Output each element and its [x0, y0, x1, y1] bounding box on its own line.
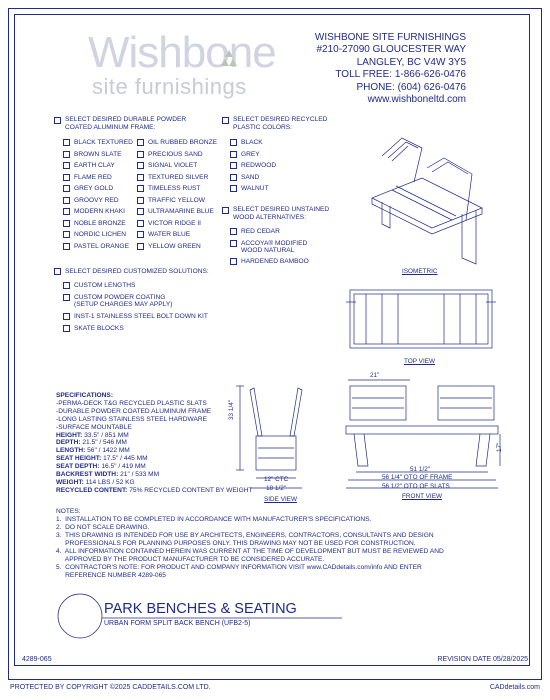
- checkbox[interactable]: [63, 313, 70, 320]
- option-label: GREY: [241, 150, 260, 158]
- checkbox[interactable]: [137, 220, 144, 227]
- note-line: REFERENCE NUMBER 4289-065: [56, 572, 166, 579]
- option-label: EARTH CLAY: [74, 162, 115, 169]
- checkbox[interactable]: [63, 231, 70, 238]
- option-label: TEXTURED SILVER: [148, 173, 209, 181]
- option-label: PASTEL ORANGE: [74, 242, 129, 250]
- top-view-drawing: [346, 286, 496, 356]
- accoya-line-2: WOOD NATURAL: [241, 247, 295, 254]
- wood-section: [222, 206, 329, 222]
- color-option[interactable]: [137, 172, 217, 184]
- company-address-2: LANGLEY, BC V4W 3Y5: [356, 56, 466, 68]
- color-option[interactable]: [63, 149, 133, 161]
- spec-line: -PERMA-DECK T&G RECYCLED PLASTIC SLATS: [56, 399, 207, 407]
- checkbox[interactable]: [63, 282, 70, 289]
- custom-option[interactable]: CUSTOM POWDER COATING: [63, 292, 208, 304]
- spec-length: LENGTH: 56" / 1422 MM: [56, 447, 130, 455]
- powder-checkbox[interactable]: [54, 117, 61, 124]
- custom-title-row[interactable]: [54, 266, 209, 278]
- checkbox[interactable]: [63, 243, 70, 250]
- color-option[interactable]: [230, 160, 276, 172]
- front-view-label: FRONT VIEW: [402, 493, 443, 500]
- spec-line: -LONG LASTING STAINLESS STEEL HARDWARE: [56, 415, 208, 423]
- recycled-checkbox[interactable]: [222, 117, 229, 124]
- checkbox[interactable]: [137, 185, 144, 192]
- custom-option[interactable]: INST-1 STAINLESS STEEL BOLT DOWN KIT: [63, 311, 208, 323]
- page-title: PARK BENCHES & SEATING: [104, 601, 297, 617]
- note-line: 2. DO NOT SCALE DRAWING.: [56, 524, 150, 531]
- option-label: GROOVY RED: [74, 196, 119, 204]
- wood-option[interactable]: RED CEDAR: [230, 226, 309, 238]
- logo-tagline: site furnishings: [92, 74, 247, 99]
- note-line: 1. INSTALLATION TO BE COMPLETED IN ACCORDANCE WITH MANUFACTURER'S SPECIFICATIONS.: [56, 516, 372, 523]
- recycled-title: SELECT DESIRED RECYCLED: [233, 116, 328, 123]
- coating-note: (SETUP CHARGES MAY APPLY): [74, 301, 173, 308]
- custom-option[interactable]: CUSTOM LENGTHS: [63, 280, 208, 292]
- spec-weight: WEIGHT: 114 LBS / 52 KG: [56, 478, 135, 486]
- checkbox[interactable]: [63, 294, 70, 301]
- powder-title-2: COATED ALUMINUM FRAME:: [65, 124, 156, 131]
- page-subtitle: URBAN FORM SPLIT BACK BENCH (UFB2-5): [104, 620, 251, 627]
- option-label: NORDIC LICHEN: [74, 231, 127, 238]
- isometric-view: [352, 128, 507, 266]
- site-link[interactable]: CADdetails.com: [489, 684, 540, 691]
- color-option[interactable]: [137, 183, 217, 195]
- spec-seat-height: SEAT HEIGHT: 17.5" / 445 MM: [56, 455, 148, 463]
- color-option[interactable]: [137, 160, 217, 172]
- checkbox[interactable]: [63, 220, 70, 227]
- color-option[interactable]: [63, 183, 133, 195]
- side-view-label: SIDE VIEW: [264, 496, 298, 503]
- spec-line: -DURABLE POWDER COATED ALUMINUM FRAME: [56, 407, 212, 415]
- width-dim-2: 56 1/4" OTO OF FRAME: [382, 474, 453, 481]
- wood-checkbox[interactable]: [222, 207, 229, 214]
- checkbox[interactable]: [137, 208, 144, 215]
- notes: [56, 508, 506, 580]
- color-option[interactable]: [230, 137, 276, 149]
- checkbox[interactable]: [137, 139, 144, 146]
- checkbox[interactable]: [137, 197, 144, 204]
- checkbox[interactable]: [63, 139, 70, 146]
- note-line: 5. CONTRACTOR'S NOTE: FOR PRODUCT AND COMPANY INFORMATION VISIT www.CADdetails.com/info AND ENTER: [56, 564, 422, 571]
- company-address-1: #210-27090 GLOUCESTER WAY: [316, 44, 466, 56]
- company-info: [266, 32, 466, 106]
- width-dim-1: 51 1/2": [410, 466, 431, 473]
- recycled-title-2: PLASTIC COLORS:: [233, 124, 292, 131]
- color-option[interactable]: [63, 218, 133, 230]
- width-top-dim: 21": [370, 372, 380, 379]
- checkbox[interactable]: [137, 231, 144, 238]
- checkbox[interactable]: [63, 151, 70, 158]
- logo-wordmark: Wishbone: [88, 28, 276, 77]
- checkbox[interactable]: [137, 174, 144, 181]
- checkbox[interactable]: [230, 240, 237, 247]
- option-label: OIL RUBBED BRONZE: [148, 139, 218, 146]
- color-option[interactable]: [63, 137, 133, 149]
- option-label: REDWOOD: [241, 162, 277, 169]
- checkbox[interactable]: [137, 151, 144, 158]
- reference-number: 4289-065: [22, 656, 52, 663]
- color-option[interactable]: [137, 241, 217, 253]
- custom-title: SELECT DESIRED CUSTOMIZED SOLUTIONS:: [65, 268, 209, 275]
- option-label: MODERN KHAKI: [74, 208, 125, 215]
- powder-section: [54, 116, 186, 132]
- checkbox[interactable]: [63, 197, 70, 204]
- powder-colors-col2: [137, 137, 217, 252]
- copyright: PROTECTED BY COPYRIGHT ©2025 CADDETAILS.COM LTD.: [10, 684, 211, 691]
- height-dim: 33 1/4": [228, 399, 235, 420]
- note-line: PROFESSIONALS FOR PLANNING PURPOSES ONLY. THIS DRAWING MAY NOT BE USED FOR CONSTRUCTION.: [56, 540, 416, 547]
- color-option[interactable]: [230, 183, 276, 195]
- wood-title-2: WOOD ALTERNATIVES:: [233, 214, 307, 221]
- spec-backrest: BACKREST WIDTH: 21" / 533 MM: [56, 471, 160, 479]
- color-option[interactable]: [137, 137, 217, 149]
- custom-checkbox[interactable]: [54, 268, 61, 275]
- option-label: WATER BLUE: [148, 231, 191, 238]
- option-label: WALNUT: [241, 185, 269, 192]
- revision-date: REVISION DATE 05/28/2025: [437, 656, 528, 663]
- powder-title: SELECT DESIRED DURABLE POWDER: [65, 116, 187, 123]
- option-label: BLACK TEXTURED: [74, 139, 133, 146]
- company-tollfree: TOLL FREE: 1-866-626-0476: [335, 69, 466, 81]
- checkbox[interactable]: [230, 151, 237, 158]
- company-name: WISHBONE SITE FURNISHINGS: [314, 32, 466, 43]
- depth-dim: 18 1/2": [266, 485, 287, 492]
- color-option[interactable]: [230, 172, 276, 184]
- notes-heading: NOTES:: [56, 508, 81, 515]
- color-option[interactable]: [137, 195, 217, 207]
- wood-options: [230, 226, 309, 268]
- checkbox[interactable]: [230, 258, 237, 265]
- checkbox[interactable]: [230, 162, 237, 169]
- option-label: PRECIOUS SAND: [148, 150, 203, 158]
- checkbox[interactable]: [63, 162, 70, 169]
- wood-option[interactable]: ACCOYA® MODIFIED: [230, 238, 309, 250]
- company-phone: PHONE: (604) 626-0476: [356, 81, 466, 93]
- option-label: TIMELESS RUST: [148, 185, 201, 192]
- option-label: FLAME RED: [74, 173, 112, 181]
- option-label: BLACK: [241, 139, 263, 146]
- option-label: VICTOR RIDGE II: [148, 219, 202, 227]
- top-view-label: TOP VIEW: [404, 358, 436, 365]
- width-dim-3: 56 1/2" OTO OF SLATS: [382, 483, 450, 490]
- option-label: NOBLE BRONZE: [74, 219, 126, 227]
- isometric-label: ISOMETRIC: [402, 268, 438, 275]
- spec-line: -SURFACE MOUNTABLE: [56, 423, 132, 431]
- spec-height: HEIGHT: 33.5" / 851 MM: [56, 431, 129, 439]
- spec-recycled: RECYCLED CONTENT: 75% RECYCLED CONTENT BY WEIGHT: [56, 486, 253, 494]
- option-label: ULTRAMARINE BLUE: [148, 208, 214, 215]
- recycle-icon: [218, 48, 240, 70]
- color-option[interactable]: [137, 229, 217, 241]
- note-line: 3. THIS DRAWING IS INTENDED FOR USE BY ARCHITECTS, ENGINEERS, CONTRACTORS, CONSULTANTS AND DESIGN: [56, 532, 434, 539]
- checkbox[interactable]: [230, 185, 237, 192]
- color-option[interactable]: [137, 149, 217, 161]
- option-label: GREY GOLD: [74, 185, 114, 192]
- custom-option[interactable]: SKATE BLOCKS: [63, 323, 208, 335]
- recycled-section: [222, 116, 327, 132]
- checkbox[interactable]: [137, 162, 144, 169]
- color-option[interactable]: [63, 229, 133, 241]
- checkbox[interactable]: [63, 185, 70, 192]
- color-option[interactable]: [137, 206, 217, 218]
- option-label: SAND: [241, 173, 260, 181]
- color-option[interactable]: [63, 206, 133, 218]
- company-website[interactable]: www.wishboneltd.com: [367, 94, 466, 106]
- color-option[interactable]: [230, 149, 276, 161]
- option-label: YELLOW GREEN: [148, 242, 201, 250]
- wood-option[interactable]: HARDENED BAMBOO: [230, 256, 309, 268]
- powder-colors-col1: [63, 137, 133, 252]
- note-line: APPROVED BY THE PRODUCT MANUFACTURER TO BE CONSIDERED ACCURATE.: [56, 556, 325, 563]
- specs-heading: SPECIFICATIONS:: [56, 392, 114, 399]
- custom-options: [63, 280, 208, 334]
- ctc-dim: 12" CTC: [264, 476, 289, 483]
- seat-height-dim: 17": [496, 442, 503, 452]
- option-label: SIGNAL VIOLET: [148, 162, 198, 169]
- custom-section: [54, 266, 209, 278]
- option-label: BROWN SLATE: [74, 150, 122, 158]
- option-label: TRAFFIC YELLOW: [148, 196, 206, 204]
- color-option[interactable]: [137, 218, 217, 230]
- color-option[interactable]: [63, 172, 133, 184]
- wood-title: SELECT DESIRED UNSTAINED: [233, 206, 330, 213]
- checkbox[interactable]: [63, 325, 70, 332]
- spec-seat-depth: SEAT DEPTH: 16.5" / 419 MM: [56, 463, 146, 471]
- recycled-colors: [230, 137, 276, 195]
- spec-depth: DEPTH: 21.5" / 546 MM: [56, 439, 127, 447]
- color-option[interactable]: [63, 160, 133, 172]
- color-option[interactable]: [63, 195, 133, 207]
- checkbox[interactable]: [63, 174, 70, 181]
- color-option[interactable]: [63, 241, 133, 253]
- note-line: 4. ALL INFORMATION CONTAINED HEREIN WAS CURRENT AT THE TIME OF DEVELOPMENT BUT MUST BE REVIEWED AND: [56, 548, 444, 555]
- checkbox[interactable]: [137, 243, 144, 250]
- specifications: [56, 392, 356, 495]
- checkbox[interactable]: [63, 208, 70, 215]
- checkbox[interactable]: [230, 174, 237, 181]
- checkbox[interactable]: [230, 139, 237, 146]
- checkbox[interactable]: [230, 228, 237, 235]
